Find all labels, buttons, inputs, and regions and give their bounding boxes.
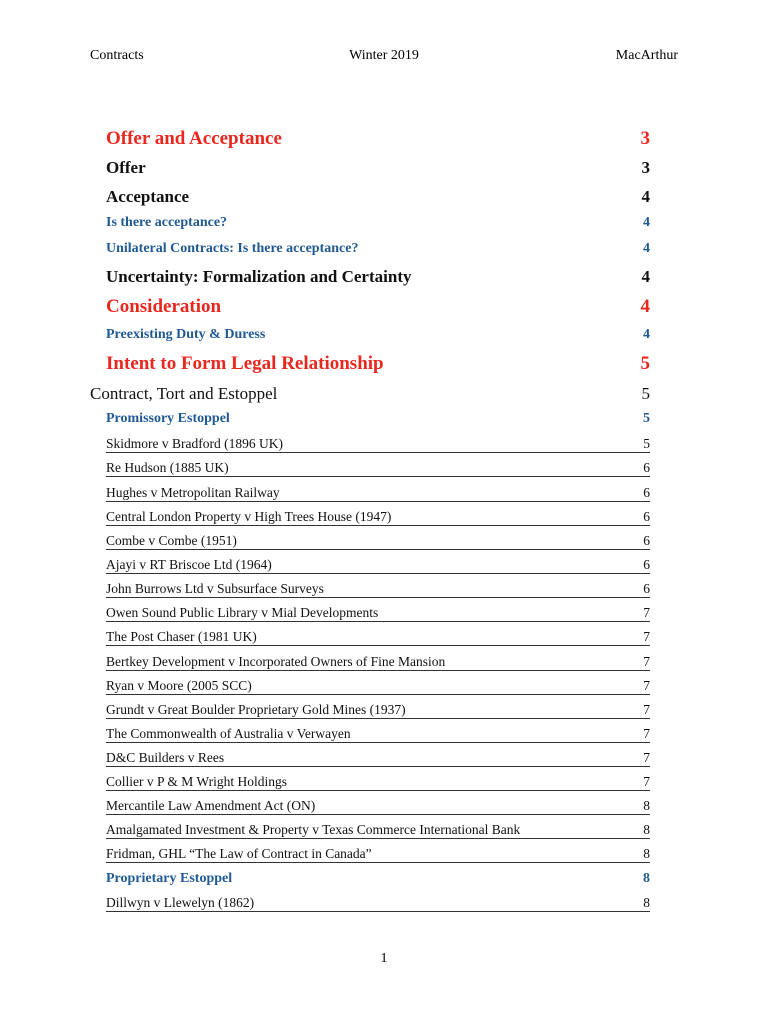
toc-entry-bertkey[interactable]: [106, 654, 650, 671]
header-course: Contracts: [90, 48, 144, 63]
toc-entry-high-trees[interactable]: [106, 509, 650, 526]
toc-entry-label: Combe v Combe (1951): [106, 533, 237, 548]
toc-entry-label: Uncertainty: Formalization and Certainty: [106, 267, 412, 286]
toc-entry-post-chaser[interactable]: [106, 629, 650, 646]
toc-entry-label: The Commonwealth of Australia v Verwayen: [106, 726, 351, 741]
toc-entry-intent-to-form[interactable]: [106, 353, 650, 375]
toc-entry-page: 4: [641, 267, 650, 286]
toc-entry-label: Skidmore v Bradford (1896 UK): [106, 436, 283, 451]
toc-entry-label: Unilateral Contracts: Is there acceptance?: [106, 241, 359, 256]
toc-entry-label: Fridman, GHL “The Law of Contract in Canada”: [106, 846, 372, 861]
toc-entry-label: Offer and Acceptance: [106, 128, 282, 149]
toc-entry-label: Central London Property v High Trees House (1947): [106, 509, 392, 524]
toc-entry-consideration[interactable]: [106, 296, 650, 318]
toc-entry-verwayen[interactable]: [106, 726, 650, 743]
toc-entry-page: 7: [643, 605, 650, 620]
toc-entry-page: 7: [643, 702, 650, 717]
toc-entry-collier[interactable]: [106, 774, 650, 791]
header-author: MacArthur: [615, 48, 678, 63]
toc-entry-fridman[interactable]: [106, 846, 650, 863]
toc-entry-page: 5: [643, 436, 650, 451]
toc-entry-label: John Burrows Ltd v Subsurface Surveys: [106, 581, 324, 596]
toc-entry-page: 5: [643, 411, 650, 426]
toc-entry-page: 8: [643, 798, 650, 813]
toc-entry-page: 7: [643, 629, 650, 644]
toc-entry-unilateral-contracts[interactable]: [106, 241, 650, 257]
toc-entry-label: Ajayi v RT Briscoe Ltd (1964): [106, 557, 272, 572]
toc-entry-page: 7: [643, 774, 650, 789]
toc-entry-page: 6: [643, 557, 650, 572]
toc-entry-page: 3: [640, 128, 650, 149]
toc-entry-hughes[interactable]: [106, 485, 650, 502]
toc-entry-amalgamated[interactable]: [106, 822, 650, 839]
toc-entry-page: 5: [640, 353, 650, 374]
toc-entry-page: 6: [643, 509, 650, 524]
toc-entry-page: 4: [643, 241, 650, 256]
toc-entry-contract-tort-estoppel[interactable]: [90, 384, 650, 404]
toc-entry-page: 7: [643, 678, 650, 693]
toc-entry-label: Acceptance: [106, 187, 190, 206]
toc-entry-label: Proprietary Estoppel: [106, 871, 233, 886]
toc-entry-offer-and-acceptance[interactable]: [106, 128, 650, 150]
toc-entry-john-burrows[interactable]: [106, 581, 650, 598]
toc-entry-acceptance[interactable]: [106, 187, 650, 207]
header-term: Winter 2019: [349, 48, 419, 63]
toc-entry-label: Dillwyn v Llewelyn (1862): [106, 895, 255, 910]
toc-entry-page: 7: [643, 654, 650, 669]
toc-entry-mercantile[interactable]: [106, 798, 650, 815]
toc-entry-is-there-acceptance[interactable]: [106, 215, 650, 231]
toc-entry-label: The Post Chaser (1981 UK): [106, 629, 257, 644]
toc-entry-proprietary-estoppel[interactable]: [106, 871, 650, 887]
toc-entry-offer[interactable]: [106, 158, 650, 178]
toc-entry-ajayi[interactable]: [106, 557, 650, 574]
toc-entry-page: 6: [643, 533, 650, 548]
toc-entry-re-hudson[interactable]: [106, 460, 650, 477]
toc-entry-page: 6: [643, 460, 650, 475]
toc-entry-page: 7: [643, 750, 650, 765]
toc-entry-page: 4: [640, 296, 650, 317]
toc-entry-label: Contract, Tort and Estoppel: [90, 384, 278, 403]
toc-entry-label: Is there acceptance?: [106, 215, 228, 230]
toc-entry-ryan[interactable]: [106, 678, 650, 695]
toc-entry-label: Consideration: [106, 296, 222, 317]
toc-entry-page: 6: [643, 485, 650, 500]
toc-entry-page: 6: [643, 581, 650, 596]
toc-entry-label: Owen Sound Public Library v Mial Developments: [106, 605, 379, 620]
page-number: 1: [380, 951, 388, 966]
toc-entry-dillwyn[interactable]: [106, 895, 650, 912]
toc-entry-page: 8: [643, 871, 650, 886]
toc-entry-label: Mercantile Law Amendment Act (ON): [106, 798, 316, 813]
toc-entry-label: Re Hudson (1885 UK): [106, 460, 229, 475]
toc-entry-page: 8: [643, 822, 650, 837]
toc-entry-page: 4: [643, 215, 650, 230]
toc-entry-page: 3: [641, 158, 650, 177]
toc-entry-page: 8: [643, 846, 650, 861]
toc-entry-label: Collier v P & M Wright Holdings: [106, 774, 287, 789]
toc-entry-promissory-estoppel[interactable]: [106, 411, 650, 427]
toc-entry-label: Hughes v Metropolitan Railway: [106, 485, 280, 500]
toc-entry-page: 4: [643, 327, 650, 342]
toc-entry-grundt[interactable]: [106, 702, 650, 719]
toc-entry-skidmore[interactable]: [106, 436, 650, 453]
toc-entry-label: Intent to Form Legal Relationship: [106, 353, 384, 374]
toc-entry-owen-sound[interactable]: [106, 605, 650, 622]
toc-entry-combe[interactable]: [106, 533, 650, 550]
toc-entry-label: Bertkey Development v Incorporated Owners of Fine Mansion: [106, 654, 446, 669]
toc-entry-uncertainty[interactable]: [106, 267, 650, 287]
toc-entry-label: Offer: [106, 158, 146, 177]
toc-entry-label: Grundt v Great Boulder Proprietary Gold Mines (1937): [106, 702, 406, 717]
toc-entry-label: Promissory Estoppel: [106, 411, 230, 426]
toc-entry-label: Preexisting Duty & Duress: [106, 327, 266, 342]
toc-entry-page: 8: [643, 895, 650, 910]
toc-entry-preexisting-duty[interactable]: [106, 327, 650, 343]
toc-entry-page: 5: [641, 384, 650, 403]
toc-entry-page: 7: [643, 726, 650, 741]
toc-entry-label: Amalgamated Investment & Property v Texas Commerce International Bank: [106, 822, 521, 837]
toc-entry-label: Ryan v Moore (2005 SCC): [106, 678, 252, 693]
toc-entry-page: 4: [641, 187, 650, 206]
toc-entry-dc-builders[interactable]: [106, 750, 650, 767]
toc-entry-label: D&C Builders v Rees: [106, 750, 225, 765]
